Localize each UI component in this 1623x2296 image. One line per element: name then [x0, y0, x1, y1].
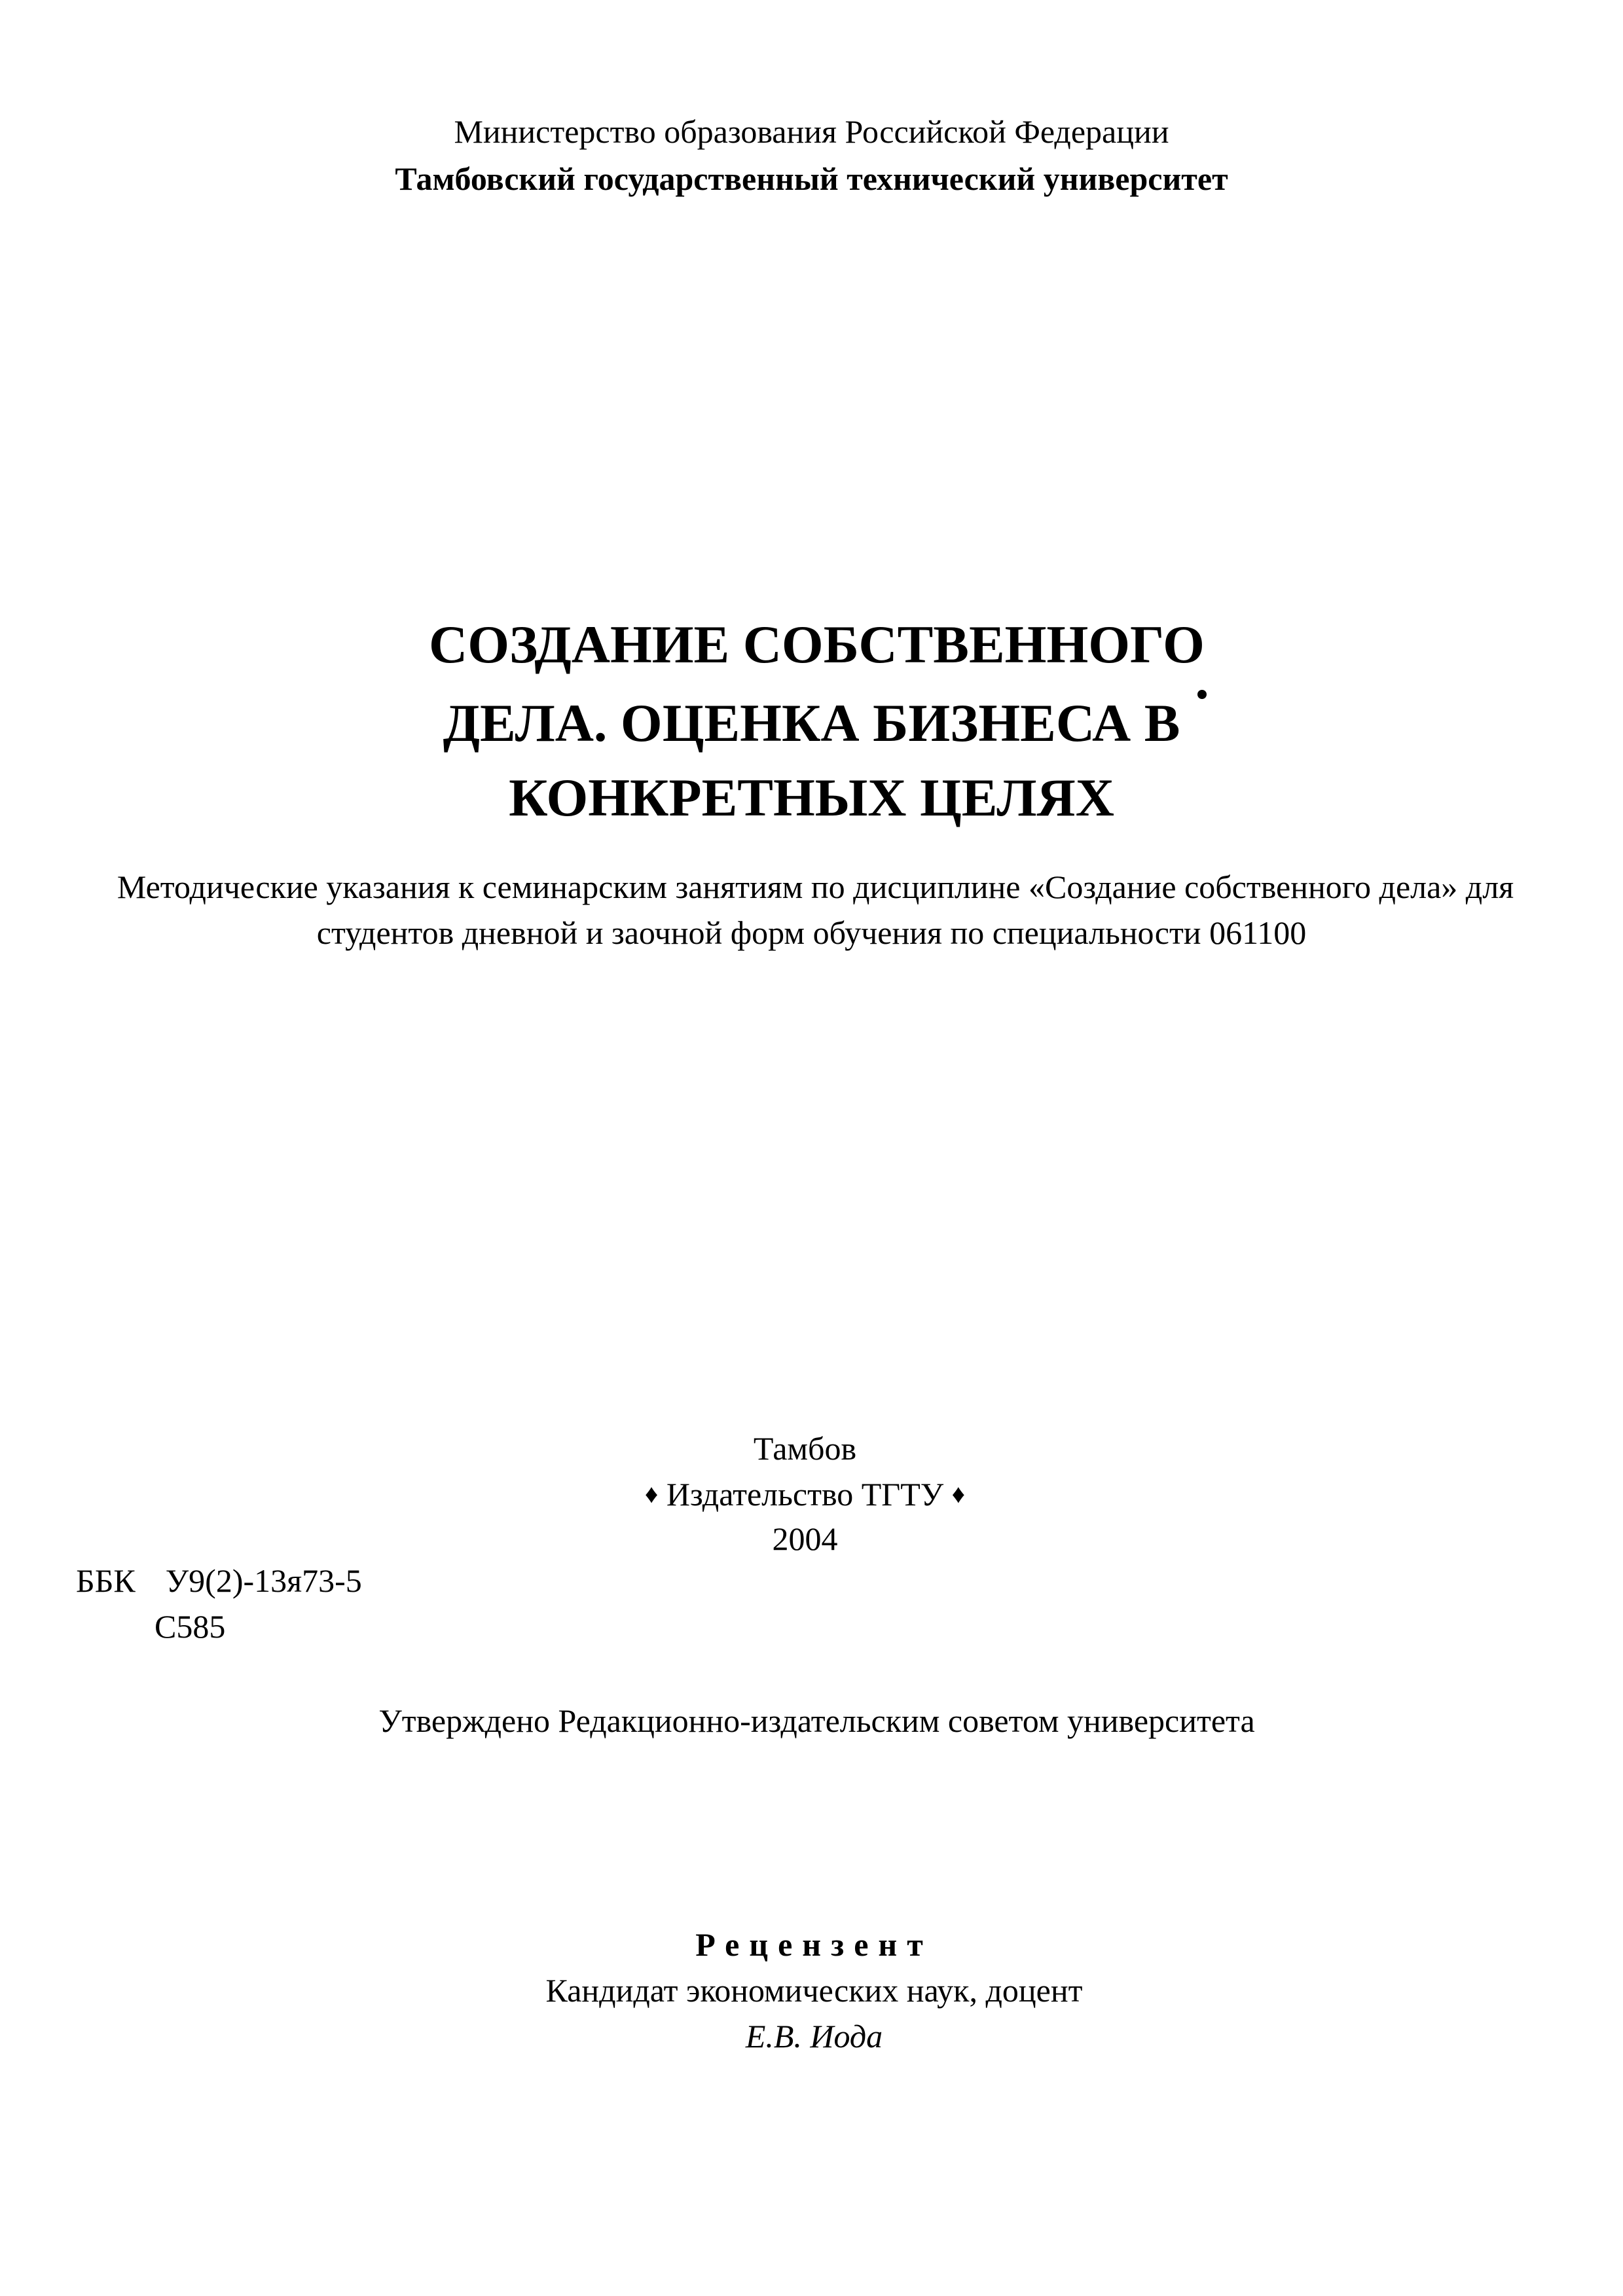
imprint-city: Тамбов	[753, 1430, 857, 1467]
bbk-line	[76, 1562, 362, 1600]
diamond-right-icon: ♦	[951, 1479, 966, 1509]
bbk-code: У9(2)-13я73-5	[165, 1562, 362, 1599]
document-title-line-2: ДЕЛА. ОЦЕНКА БИЗНЕСА В	[443, 693, 1180, 753]
document-title-line-1: СОЗДАНИЕ СОБСТВЕННОГО	[429, 615, 1205, 674]
description-line-1: Методические указания к семинарским занятиям по дисциплине «Создание собственного дела» для	[117, 869, 1514, 905]
bbk-label: ББК	[76, 1562, 136, 1599]
ministry-name: Министерство образования Российской Федерации	[454, 113, 1169, 150]
reviewer-degree: Кандидат экономических наук, доцент	[545, 1972, 1083, 2009]
imprint-publisher-line	[0, 1475, 1616, 1513]
university-name: Тамбовский государственный технический университет	[395, 160, 1228, 197]
imprint-year: 2004	[772, 1520, 838, 1557]
cutter-code: С585	[155, 1608, 226, 1645]
imprint-publisher: Издательство ТГТУ	[666, 1476, 944, 1513]
diamond-left-icon: ♦	[644, 1479, 659, 1509]
reviewer-heading: Рецензент	[695, 1926, 933, 1963]
document-title-line-3: КОНКРЕТНЫХ ЦЕЛЯХ	[509, 768, 1114, 827]
reviewer-name: Е.В. Иода	[745, 2018, 883, 2054]
description-line-2: студентов дневной и заочной форм обучения по специальности 061100	[316, 914, 1307, 951]
approval-statement: Утверждено Редакционно-издательским советом университета	[378, 1702, 1255, 1739]
